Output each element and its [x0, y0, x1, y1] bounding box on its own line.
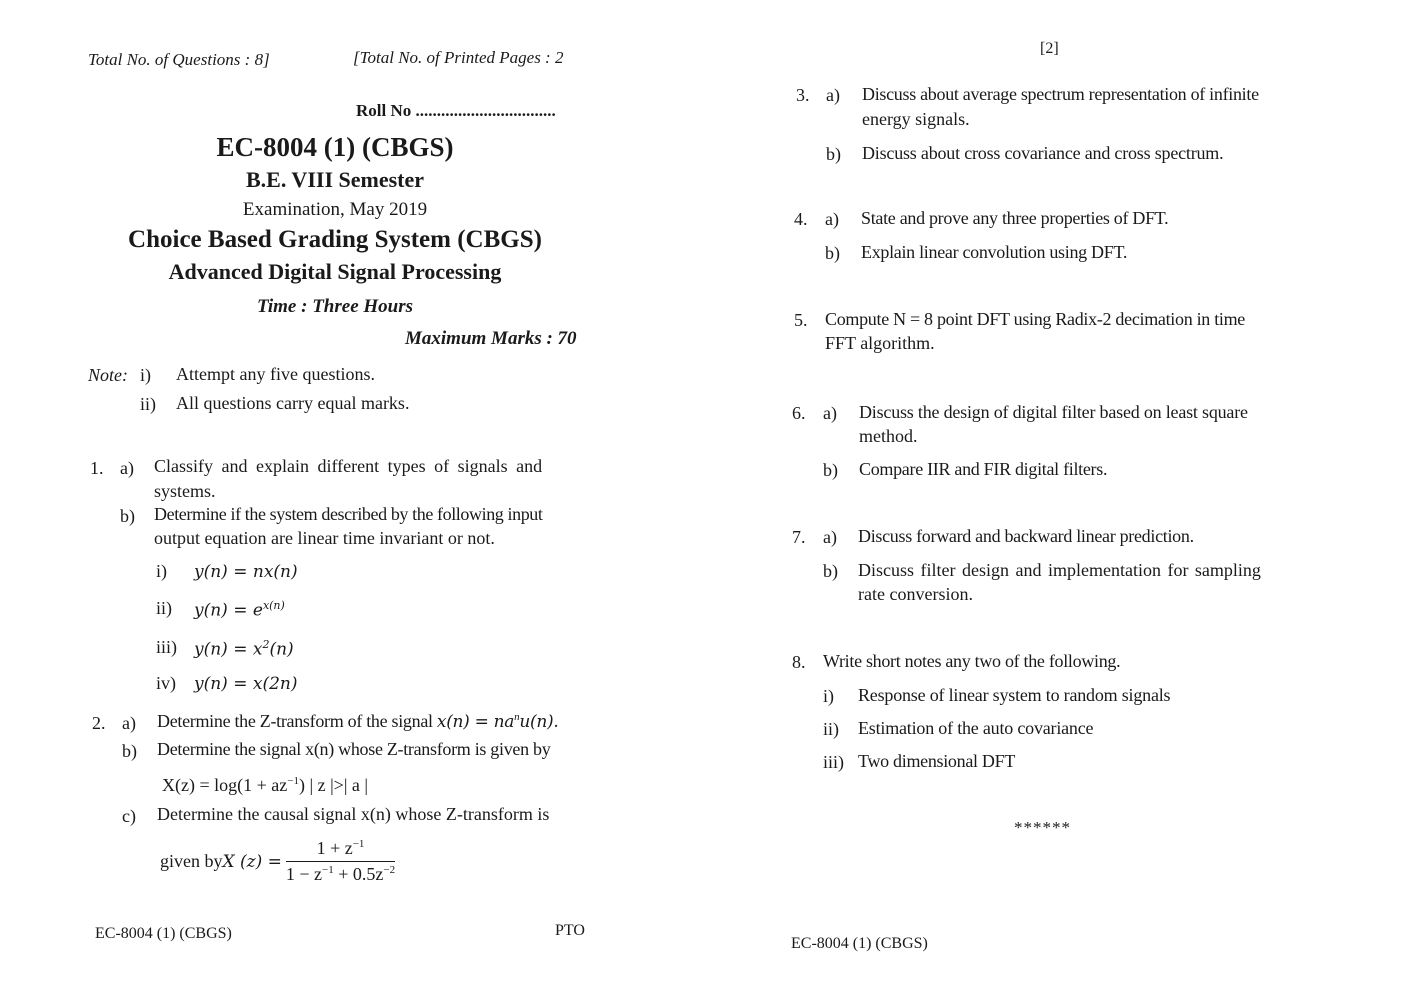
question-5-line-1: Compute N = 8 point DFT using Radix-2 decimation in time [825, 309, 1245, 329]
question-8-number: 8. [792, 652, 806, 672]
question-4-number: 4. [794, 209, 808, 229]
note-label: Note: [88, 365, 128, 385]
question-1b-ii-number: ii) [156, 598, 172, 618]
note-ii-number: ii) [140, 394, 156, 414]
page-number: [2] [1040, 40, 1059, 57]
question-6a-line-2: method. [859, 426, 918, 446]
paper-code-title: EC-8004 (1) (CBGS) [216, 132, 454, 162]
equation-1b-iv: y(n) = x(2n) [194, 674, 298, 694]
question-2c-number: c) [122, 806, 136, 826]
question-4b-number: b) [825, 243, 840, 263]
question-1a-number: a) [120, 458, 134, 478]
question-8-iii-number: iii) [823, 752, 844, 772]
question-7b-line-1: Discuss filter design and implementation for sampling [858, 560, 1261, 580]
question-8-text: Write short notes any two of the following. [823, 651, 1121, 671]
examination-date: Examination, May 2019 [242, 199, 428, 220]
question-3b-text: Discuss about cross covariance and cross spectrum. [862, 143, 1224, 163]
equation-1b-ii: $y(n) = e^{x(n)}$ [194, 599, 285, 621]
question-7-number: 7. [792, 527, 806, 547]
equation-2b: $X(z) = \log(1 + az^{-1})$ | z |>| a | [162, 775, 369, 795]
footer-pto: PTO [555, 922, 585, 939]
end-marker-stars: ****** [1014, 818, 1071, 837]
semester-title: B.E. VIII Semester [245, 167, 425, 192]
question-7b-number: b) [823, 561, 838, 581]
question-4b-text: Explain linear convolution using DFT. [861, 242, 1128, 262]
question-8-iii-text: Two dimensional DFT [858, 751, 1016, 771]
question-1b-iv-number: iv) [156, 673, 176, 693]
grading-system-title: Choice Based Grading System (CBGS) [128, 226, 542, 253]
question-7a-text: Discuss forward and backward linear prediction. [858, 526, 1194, 546]
question-2a-number: a) [122, 713, 136, 733]
question-1b-number: b) [120, 506, 135, 526]
subject-title: Advanced Digital Signal Processing [168, 259, 502, 284]
note-ii-text: All questions carry equal marks. [176, 393, 410, 413]
roll-number-line: Roll No ................................. [356, 101, 556, 120]
question-2a-text: Determine the Z-transform of the signal $x(n) = na^nu(n)$. [157, 711, 559, 732]
footer-paper-code: EC-8004 (1) (CBGS) [95, 925, 232, 942]
equation-2c: given byX (z) = $\frac{1 + z^{-1}}{1 - z^{-1} + 0.5z^{-2}}$ [160, 838, 396, 884]
question-1a-line-2: systems. [154, 481, 216, 501]
question-8-i-number: i) [823, 686, 834, 706]
question-7a-number: a) [823, 527, 837, 547]
question-4a-number: a) [825, 209, 839, 229]
note-i-number: i) [140, 365, 151, 385]
note-i-text: Attempt any five questions. [176, 364, 375, 384]
question-3b-number: b) [826, 144, 841, 164]
question-1b-line-1: Determine if the system described by the following input [154, 504, 543, 524]
question-6b-number: b) [823, 460, 838, 480]
question-1-number: 1. [90, 458, 104, 478]
question-1b-iii-number: iii) [156, 637, 177, 657]
question-6-number: 6. [792, 403, 806, 423]
question-6a-line-1: Discuss the design of digital filter based on least square [859, 402, 1248, 422]
question-1b-line-2: output equation are linear time invariant or not. [154, 528, 495, 548]
question-8-ii-number: ii) [823, 719, 839, 739]
question-3a-number: a) [826, 85, 840, 105]
question-1b-i-number: i) [156, 561, 167, 581]
maximum-marks: Maximum Marks : 70 [405, 328, 577, 349]
question-2c-text: Determine the causal signal x(n) whose Z-transform is [157, 804, 550, 824]
question-1a-line-1: Classify and explain different types of signals and [154, 456, 543, 476]
question-2b-text: Determine the signal x(n) whose Z-transform is given by [157, 739, 551, 759]
exam-page-2 [702, 0, 1404, 992]
question-2-number: 2. [92, 713, 106, 733]
question-3a-line-2: energy signals. [862, 109, 970, 129]
time-allowed: Time : Three Hours [256, 296, 414, 317]
question-4a-text: State and prove any three properties of DFT. [861, 208, 1169, 228]
question-3a-line-1: Discuss about average spectrum representation of infinite [862, 84, 1259, 104]
question-5-line-2: FFT algorithm. [825, 333, 935, 353]
question-8-i-text: Response of linear system to random signals [858, 685, 1171, 705]
footer-paper-code: EC-8004 (1) (CBGS) [791, 935, 928, 952]
question-3-number: 3. [796, 85, 810, 105]
question-6a-number: a) [823, 403, 837, 423]
question-5-number: 5. [794, 310, 808, 330]
question-6b-text: Compare IIR and FIR digital filters. [859, 459, 1108, 479]
question-2b-number: b) [122, 741, 137, 761]
total-pages: [Total No. of Printed Pages : 2 [353, 48, 564, 67]
question-8-ii-text: Estimation of the auto covariance [858, 718, 1094, 738]
question-7b-line-2: rate conversion. [858, 584, 973, 604]
equation-1b-iii: $y(n) = x^2(n)$ [194, 638, 294, 660]
total-questions: Total No. of Questions : 8] [88, 50, 270, 69]
equation-1b-i: y(n) = nx(n) [194, 562, 298, 582]
